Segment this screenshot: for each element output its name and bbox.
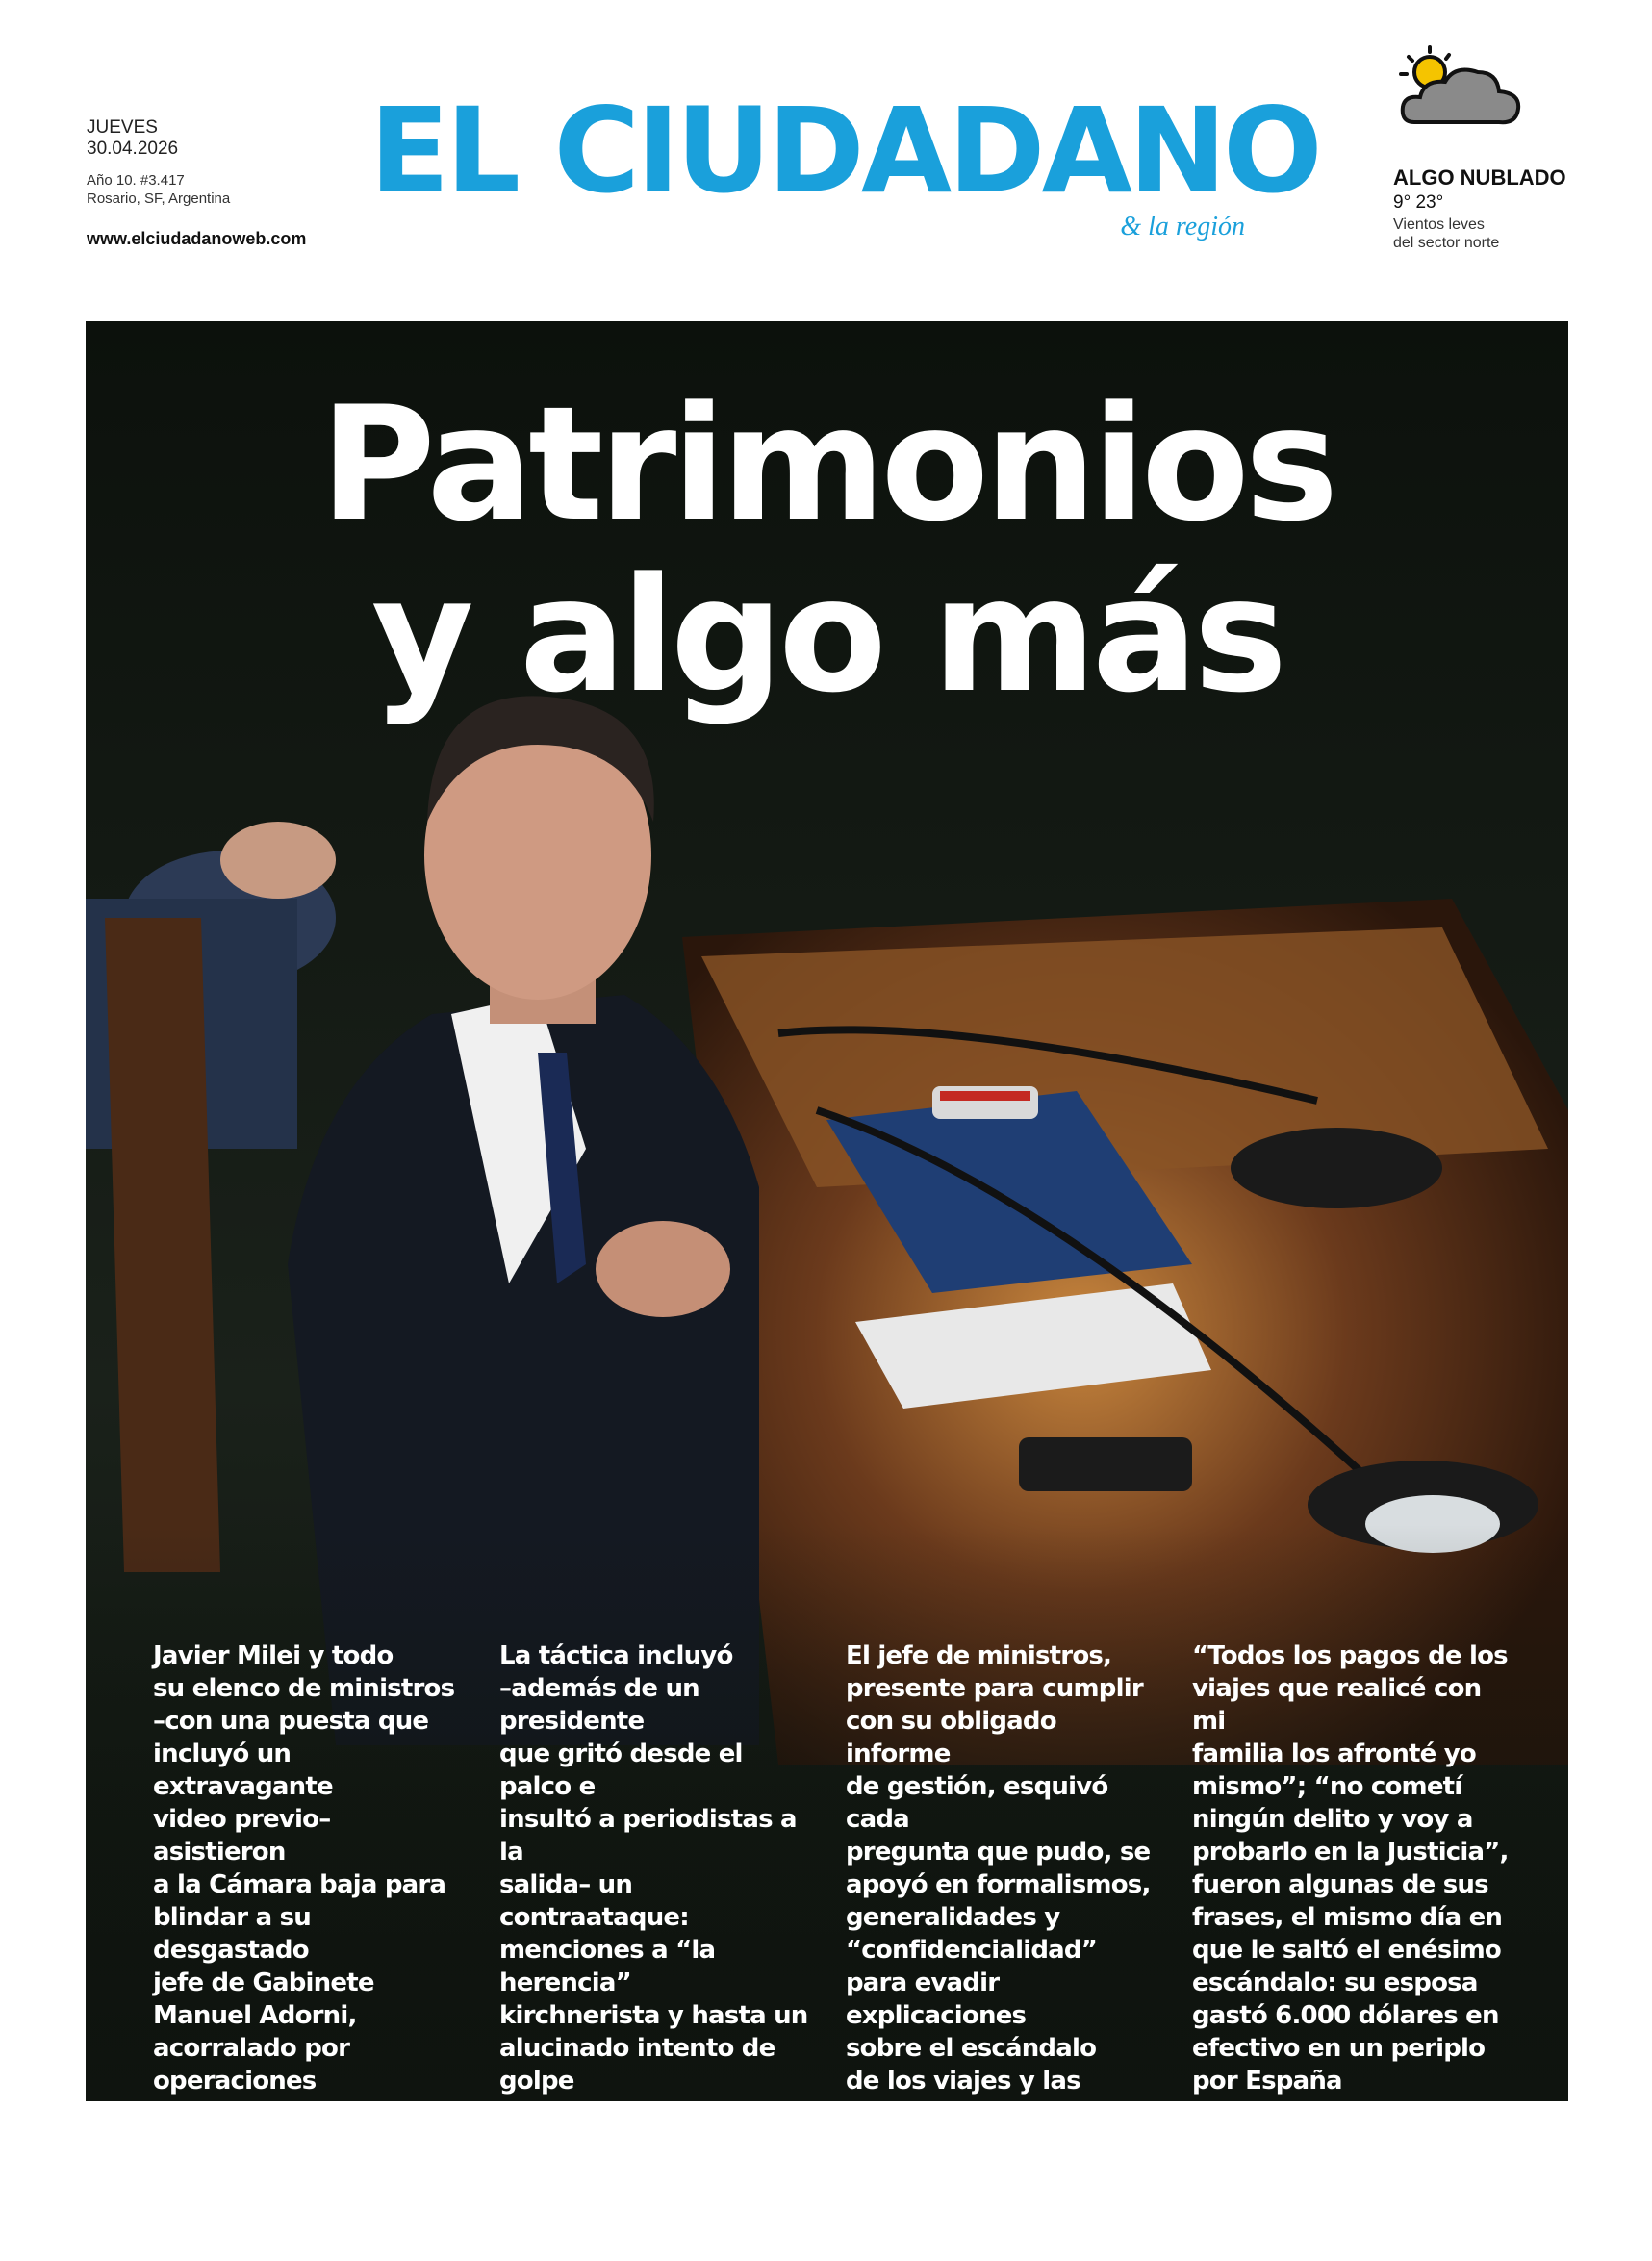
weather-temperatures: 9° 23° <box>1393 192 1444 213</box>
weather-condition: ALGO NUBLADO <box>1393 165 1566 190</box>
logo-subtitle: & la región <box>1120 212 1245 241</box>
headline-line-2: y algo más <box>370 544 1283 727</box>
weather-wind: Vientos leves del sector norte <box>1393 216 1500 251</box>
edition-place: Rosario, SF, Argentina <box>87 191 231 207</box>
newspaper-logo <box>369 83 1319 252</box>
headline-line-1: Patrimonios <box>319 372 1334 556</box>
lead-column-3: El jefe de ministros, presente para cumplir con su obligado informe de gestión, esquivó cada pregunta que pudo, se apoyó en formalismos, generalidades y “confidencialidad” para evadir explicaciones sobre el escándalo de los viajes y las propiedades que compró en los últimos años. <box>846 1641 1151 2194</box>
website-link[interactable]: www.elciudadanoweb.com <box>87 229 307 248</box>
edition-day: JUEVES <box>87 117 158 138</box>
weather-box <box>1393 43 1624 252</box>
masthead <box>0 0 1652 318</box>
logo-name: EL CIUDADANO <box>369 83 1319 219</box>
cover-photo-panel <box>86 321 1568 2259</box>
lead-column-1: Javier Milei y todo su elenco de ministros –con una puesta que incluyó un extravagante video previo– asistieron a la Cámara baja para blindar a su desgastado jefe de Gabinete Manuel Adorni, acorralado por operaciones económicas incompatibles con sus ingresos declarados. <box>153 1641 455 2194</box>
edition-info <box>87 117 306 249</box>
issue-number: Año 10. #3.417 <box>87 172 185 189</box>
lead-text-columns <box>153 1639 1558 2259</box>
edition-date: 30.04.2026 <box>87 139 179 159</box>
lead-column-4: “Todos los pagos de los viajes que realicé con mi familia los afronté yo mismo”; “no cometí ningún delito y voy a probarlo en la Justicia”, fueron algunas de sus frases, el mismo día en que le saltó el enésimo escándalo: su esposa gastó 6.000 dólares en efectivo en un periplo por España <box>1192 1641 1509 2096</box>
cover-headline <box>86 372 1568 727</box>
lead-column-2: La táctica incluyó –además de un presidente que gritó desde el palco e insultó a periodistas a la salida– un contraataque: menciones a “la herencia” kirchnerista y hasta un alucinado intento de golpe de Estado. A eso, el aturdido funcionario atribuyó el descalabro social y económico del presente. <box>499 1641 808 2259</box>
sun-behind-cloud-icon <box>1393 43 1528 135</box>
